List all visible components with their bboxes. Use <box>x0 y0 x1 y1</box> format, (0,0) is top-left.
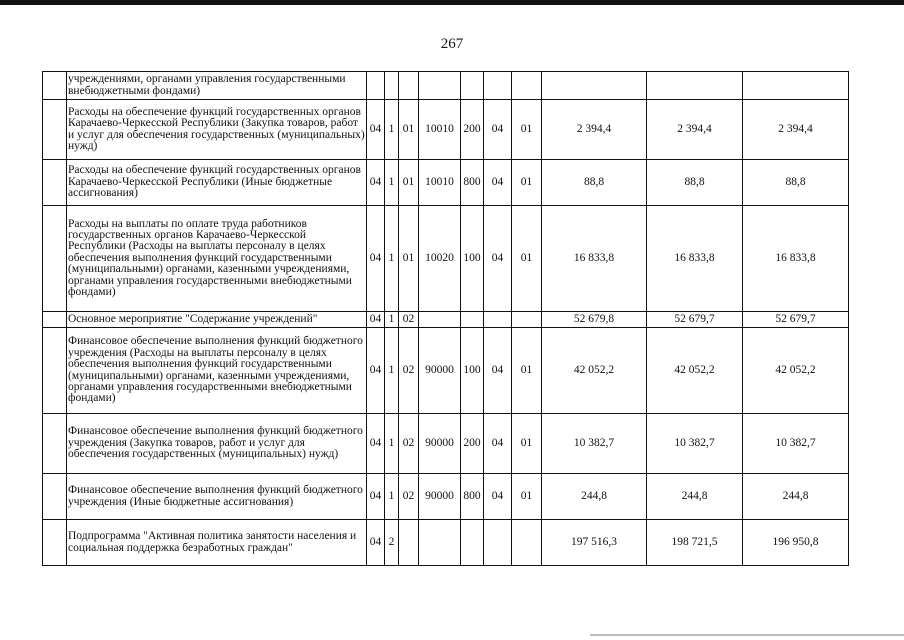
code-program: 1 <box>385 100 399 160</box>
amount-year-3: 88,8 <box>743 160 849 206</box>
table-row <box>43 328 849 414</box>
amount-year-3 <box>743 72 849 100</box>
code-section: 04 <box>367 414 385 474</box>
amount-year-3: 10 382,7 <box>743 414 849 474</box>
amount-year-1: 244,8 <box>542 474 647 520</box>
amount-year-2: 10 382,7 <box>647 414 743 474</box>
amount-year-2: 16 833,8 <box>647 206 743 312</box>
amount-year-3: 42 052,2 <box>743 328 849 414</box>
row-description: Расходы на выплаты по оплате труда работников государственных органов Карачаево-Черкесской Республики (Расходы на выплаты персоналу в целях обеспечения выполнения функций государственными (муниципальными) органами, казенными учреждениями, органами управления государственными внебюджетными фондами) <box>67 206 367 312</box>
code-expense-type <box>461 312 484 328</box>
code-subprogram: 02 <box>399 414 419 474</box>
table-row <box>43 474 849 520</box>
row-index-cell <box>43 160 67 206</box>
amount-year-1: 16 833,8 <box>542 206 647 312</box>
code-section: 04 <box>367 160 385 206</box>
row-index-cell <box>43 72 67 100</box>
amount-year-1: 52 679,8 <box>542 312 647 328</box>
row-description: Основное мероприятие "Содержание учреждений" <box>67 312 367 328</box>
code-direction: 10010 <box>419 100 461 160</box>
code-chapter <box>484 312 512 328</box>
code-section: 04 <box>367 474 385 520</box>
code-direction <box>419 312 461 328</box>
row-index-cell <box>43 206 67 312</box>
code-section: 04 <box>367 312 385 328</box>
code-subchapter: 01 <box>512 100 542 160</box>
code-section: 04 <box>367 100 385 160</box>
code-subchapter <box>512 312 542 328</box>
code-subchapter: 01 <box>512 160 542 206</box>
code-subprogram: 01 <box>399 100 419 160</box>
amount-year-2: 42 052,2 <box>647 328 743 414</box>
table-row <box>43 206 849 312</box>
code-subprogram: 02 <box>399 474 419 520</box>
code-section: 04 <box>367 206 385 312</box>
code-chapter <box>484 72 512 100</box>
code-direction: 10020 <box>419 206 461 312</box>
code-subchapter: 01 <box>512 328 542 414</box>
amount-year-2 <box>647 72 743 100</box>
code-expense-type: 100 <box>461 328 484 414</box>
amount-year-1: 2 394,4 <box>542 100 647 160</box>
amount-year-1: 88,8 <box>542 160 647 206</box>
code-chapter: 04 <box>484 100 512 160</box>
bottom-rule <box>590 634 904 636</box>
row-index-cell <box>43 100 67 160</box>
row-description: Расходы на обеспечение функций государственных органов Карачаево-Черкесской Республики (Закупка товаров, работ и услуг для обеспечения государственных (муниципальных) нужд) <box>67 100 367 160</box>
code-subprogram: 01 <box>399 160 419 206</box>
top-rule <box>0 0 904 5</box>
code-program: 1 <box>385 474 399 520</box>
code-direction: 90000 <box>419 328 461 414</box>
amount-year-1: 42 052,2 <box>542 328 647 414</box>
row-index-cell <box>43 520 67 566</box>
code-chapter: 04 <box>484 328 512 414</box>
row-description: учреждениями, органами управления государственными внебюджетными фондами) <box>67 72 367 100</box>
code-chapter: 04 <box>484 206 512 312</box>
code-expense-type: 800 <box>461 160 484 206</box>
code-direction: 10010 <box>419 160 461 206</box>
row-index-cell <box>43 328 67 414</box>
code-subprogram: 02 <box>399 312 419 328</box>
table-row <box>43 414 849 474</box>
code-direction <box>419 520 461 566</box>
code-chapter <box>484 520 512 566</box>
row-index-cell <box>43 414 67 474</box>
code-section: 04 <box>367 520 385 566</box>
code-subchapter: 01 <box>512 206 542 312</box>
code-expense-type: 200 <box>461 414 484 474</box>
code-subprogram <box>399 520 419 566</box>
row-description: Финансовое обеспечение выполнения функций бюджетного учреждения (Иные бюджетные ассигнования) <box>67 474 367 520</box>
row-description: Финансовое обеспечение выполнения функций бюджетного учреждения (Закупка товаров, работ и услуг для обеспечения государственных (муниципальных) нужд) <box>67 414 367 474</box>
table-row <box>43 312 849 328</box>
amount-year-3: 52 679,7 <box>743 312 849 328</box>
code-direction: 90000 <box>419 414 461 474</box>
page-number: 267 <box>440 36 464 52</box>
amount-year-2: 244,8 <box>647 474 743 520</box>
table-row <box>43 160 849 206</box>
code-subprogram: 02 <box>399 328 419 414</box>
code-program <box>385 72 399 100</box>
amount-year-2: 88,8 <box>647 160 743 206</box>
budget-table <box>42 71 849 566</box>
code-program: 1 <box>385 328 399 414</box>
code-expense-type: 800 <box>461 474 484 520</box>
code-direction: 90000 <box>419 474 461 520</box>
row-description: Расходы на обеспечение функций государственных органов Карачаево-Черкесской Республики (Иные бюджетные ассигнования) <box>67 160 367 206</box>
amount-year-3: 196 950,8 <box>743 520 849 566</box>
code-section <box>367 72 385 100</box>
code-program: 2 <box>385 520 399 566</box>
code-expense-type <box>461 520 484 566</box>
code-expense-type: 200 <box>461 100 484 160</box>
row-index-cell <box>43 474 67 520</box>
code-chapter: 04 <box>484 160 512 206</box>
table-row <box>43 520 849 566</box>
code-program: 1 <box>385 312 399 328</box>
code-chapter: 04 <box>484 414 512 474</box>
row-index-cell <box>43 312 67 328</box>
amount-year-3: 2 394,4 <box>743 100 849 160</box>
amount-year-3: 244,8 <box>743 474 849 520</box>
code-subprogram: 01 <box>399 206 419 312</box>
amount-year-3: 16 833,8 <box>743 206 849 312</box>
row-description: Подпрограмма "Активная политика занятости населения и социальная поддержка безработных граждан" <box>67 520 367 566</box>
amount-year-1: 10 382,7 <box>542 414 647 474</box>
code-subchapter <box>512 520 542 566</box>
code-expense-type <box>461 72 484 100</box>
code-subchapter: 01 <box>512 414 542 474</box>
amount-year-2: 52 679,7 <box>647 312 743 328</box>
code-program: 1 <box>385 160 399 206</box>
row-description: Финансовое обеспечение выполнения функций бюджетного учреждения (Расходы на выплаты персоналу в целях обеспечения выполнения функций государственными (муниципальными) органами, казенными учреждениями, органами управления государственными внебюджетными фондами) <box>67 328 367 414</box>
table-row <box>43 72 849 100</box>
code-subchapter: 01 <box>512 474 542 520</box>
table-row <box>43 100 849 160</box>
code-subprogram <box>399 72 419 100</box>
code-direction <box>419 72 461 100</box>
code-chapter: 04 <box>484 474 512 520</box>
code-program: 1 <box>385 206 399 312</box>
code-subchapter <box>512 72 542 100</box>
amount-year-2: 2 394,4 <box>647 100 743 160</box>
amount-year-1: 197 516,3 <box>542 520 647 566</box>
code-section: 04 <box>367 328 385 414</box>
code-program: 1 <box>385 414 399 474</box>
amount-year-1 <box>542 72 647 100</box>
code-expense-type: 100 <box>461 206 484 312</box>
amount-year-2: 198 721,5 <box>647 520 743 566</box>
